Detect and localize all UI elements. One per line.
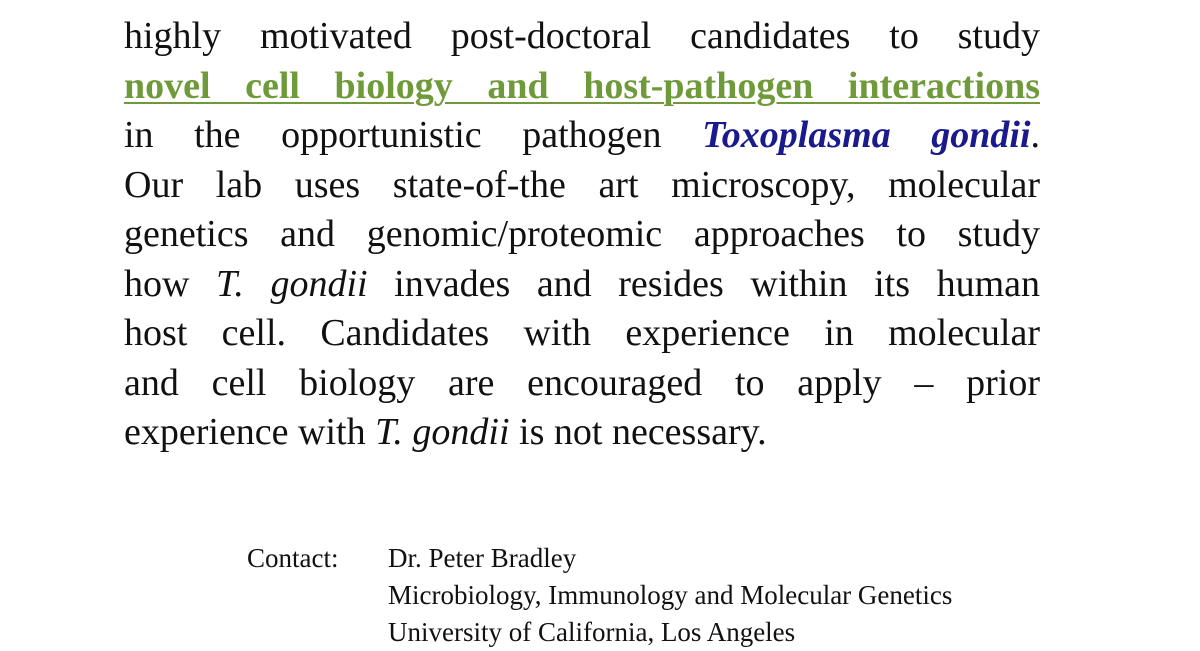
paragraph-line bbox=[124, 260, 1040, 310]
contact-institution: University of California, Los Angeles bbox=[388, 617, 796, 647]
line-text: in the opportunistic pathogen bbox=[124, 114, 662, 156]
line-text: invades and resides within its human bbox=[394, 262, 1040, 305]
paragraph-line bbox=[124, 62, 1040, 112]
paragraph-line bbox=[124, 408, 1040, 458]
paragraph-line: and cell biology are encouraged to apply – prior bbox=[124, 361, 1040, 404]
contact-name: Dr. Peter Bradley bbox=[388, 543, 577, 573]
job-description-paragraph bbox=[124, 12, 1040, 458]
line-text: how bbox=[124, 262, 190, 305]
paragraph-line: host cell. Candidates with experience in molecular bbox=[124, 312, 1040, 354]
contact-department: Microbiology, Immunology and Molecular Genetics bbox=[388, 580, 953, 610]
line-text: experience with bbox=[124, 411, 366, 453]
line-text: . bbox=[1030, 114, 1040, 156]
line-text: is not necessary. bbox=[519, 411, 767, 453]
species-name: Toxoplasma gondii bbox=[702, 114, 1031, 156]
research-topic-link[interactable]: novel cell biology and host-pathogen interactions bbox=[124, 64, 1040, 107]
paragraph-line: Our lab uses state-of-the art microscopy, molecular bbox=[124, 163, 1040, 206]
paragraph-line bbox=[124, 111, 1040, 161]
paragraph-line: genetics and genomic/proteomic approaches to study bbox=[124, 213, 1040, 255]
contact-label: Contact: bbox=[247, 543, 339, 573]
organism-italic: T. gondii bbox=[375, 411, 510, 453]
paragraph-line: highly motivated post-doctoral candidates to study bbox=[124, 15, 1040, 57]
contact-details bbox=[388, 540, 952, 651]
organism-italic: T. gondii bbox=[216, 262, 368, 305]
